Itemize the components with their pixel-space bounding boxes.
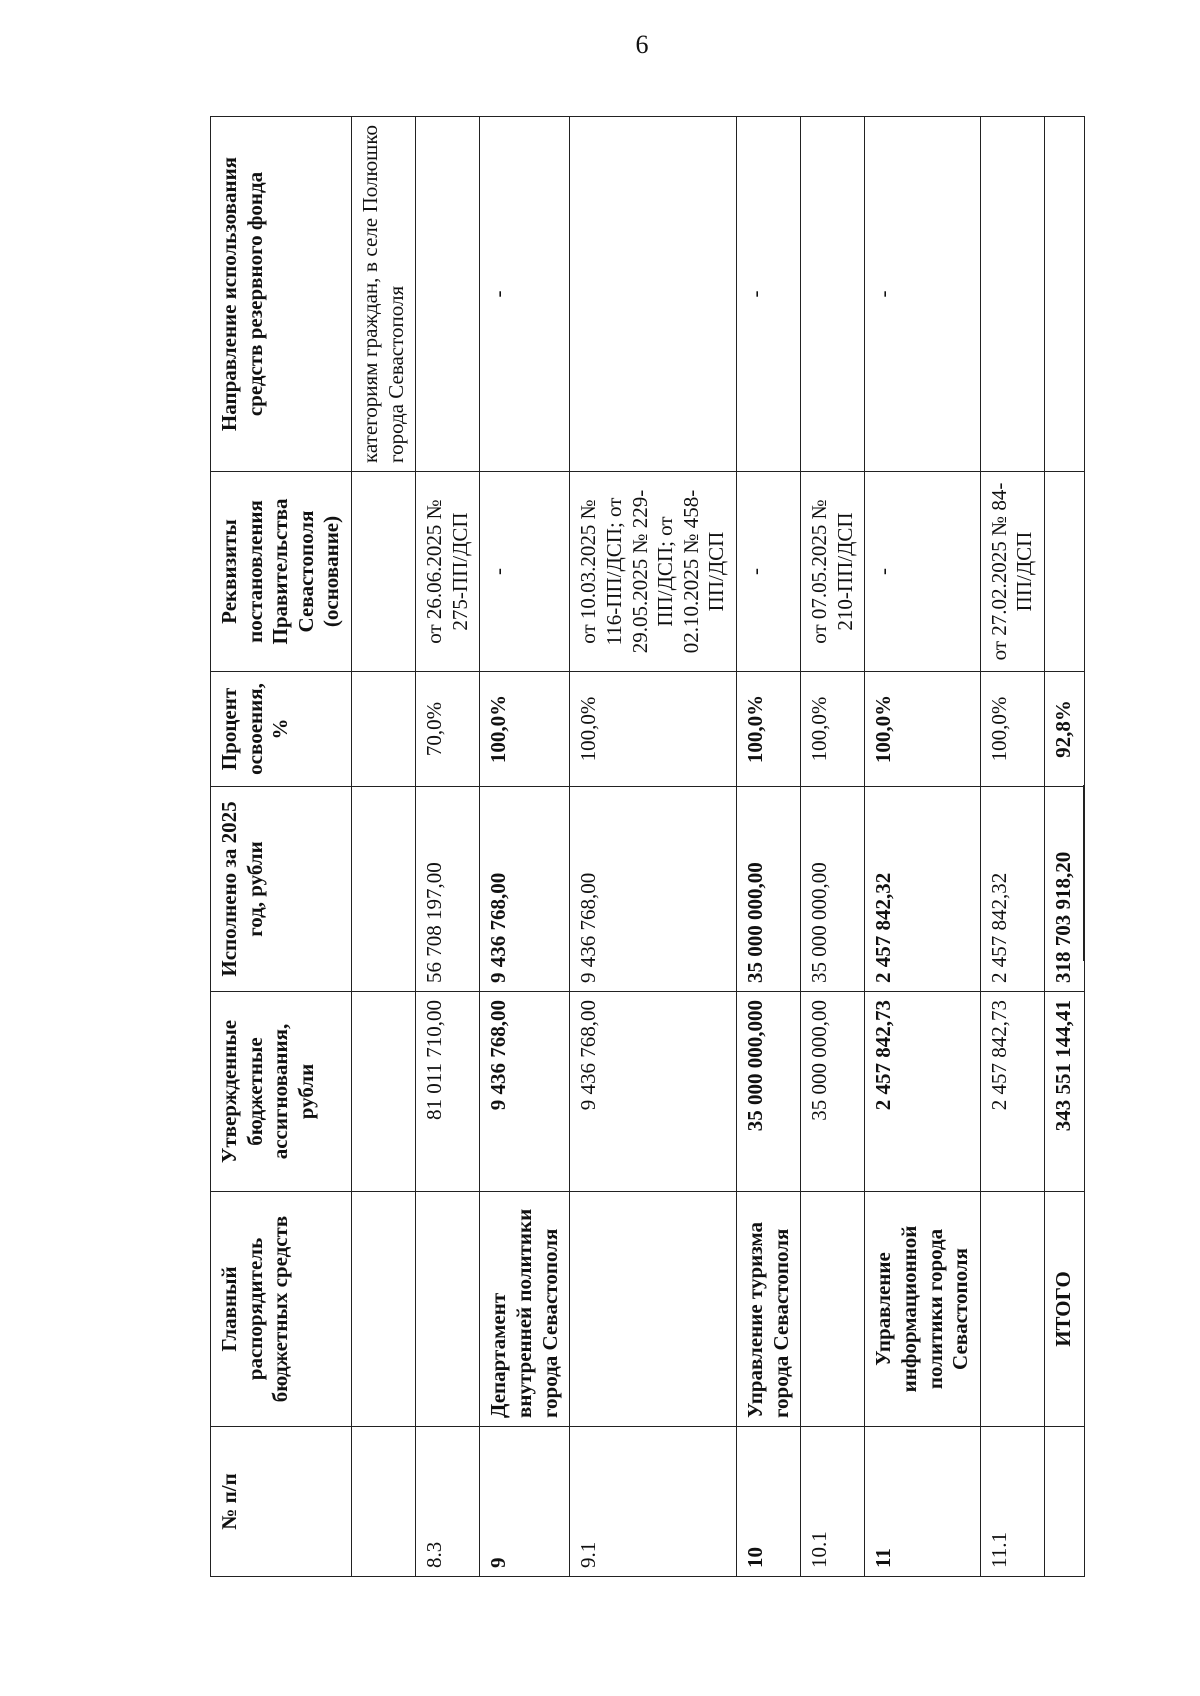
table-row-continuation <box>352 117 416 1577</box>
table-row <box>570 117 737 1577</box>
row-percent: 100,0% <box>865 672 980 787</box>
total-percent: 92,8% <box>1045 672 1085 787</box>
row-direction <box>801 117 865 472</box>
reserve-fund-table <box>210 116 1085 1577</box>
table-row <box>801 117 865 1577</box>
row-percent: 100,0% <box>801 672 865 787</box>
row-num: 10.1 <box>801 1427 865 1577</box>
row-distributor <box>801 1192 865 1427</box>
row-decree: от 26.06.2025 № 275-ПП/ДСП <box>416 472 480 672</box>
row-direction <box>570 117 737 472</box>
continuation-direction: категориям граждан, в селе Полюшко города Севастополя <box>352 117 416 472</box>
row-percent: 70,0% <box>416 672 480 787</box>
table-row <box>416 117 480 1577</box>
row-decree: от 07.05.2025 № 210-ПП/ДСП <box>801 472 865 672</box>
closing-rule <box>1083 785 1085 961</box>
header-direction: Направление использования средств резервного фонда <box>211 117 352 472</box>
row-num: 9 <box>480 1427 570 1577</box>
rotated-table-frame <box>210 117 1076 1577</box>
row-executed: 2 457 842,32 <box>980 787 1044 992</box>
row-approved: 35 000 000,000 <box>736 992 800 1192</box>
row-percent: 100,0% <box>480 672 570 787</box>
row-approved: 81 011 710,00 <box>416 992 480 1192</box>
row-decree: - <box>480 472 570 672</box>
row-percent: 100,0% <box>736 672 800 787</box>
row-approved: 9 436 768,00 <box>480 992 570 1192</box>
header-approved: Утвержденные бюджетные ассигнования, рубли <box>211 992 352 1192</box>
header-decree: Реквизиты постановления Правительства Севастополя (основание) <box>211 472 352 672</box>
row-direction <box>980 117 1044 472</box>
table-row <box>980 117 1044 1577</box>
header-percent: Процент освоения, % <box>211 672 352 787</box>
row-executed: 9 436 768,00 <box>570 787 737 992</box>
header-executed: Исполнено за 2025 год, рубли <box>211 787 352 992</box>
table-header-row <box>211 117 352 1577</box>
row-distributor: Управление туризма города Севастополя <box>736 1192 800 1427</box>
row-direction <box>416 117 480 472</box>
total-executed: 318 703 918,20 <box>1045 787 1085 992</box>
row-num: 10 <box>736 1427 800 1577</box>
row-percent: 100,0% <box>570 672 737 787</box>
row-direction: - <box>865 117 980 472</box>
row-direction: - <box>480 117 570 472</box>
row-distributor <box>570 1192 737 1427</box>
table-row <box>480 117 570 1577</box>
budget-table-container <box>210 117 1076 1577</box>
row-distributor: Управление информационной политики города Севастополя <box>865 1192 980 1427</box>
row-executed: 56 708 197,00 <box>416 787 480 992</box>
row-direction: - <box>736 117 800 472</box>
row-decree: от 27.02.2025 № 84-ПП/ДСП <box>980 472 1044 672</box>
row-executed: 35 000 000,00 <box>736 787 800 992</box>
row-decree: - <box>736 472 800 672</box>
header-num: № п/п <box>211 1427 352 1577</box>
row-num: 8.3 <box>416 1427 480 1577</box>
table-total-row <box>1045 117 1085 1577</box>
row-decree: - <box>865 472 980 672</box>
row-approved: 2 457 842,73 <box>865 992 980 1192</box>
row-num: 11 <box>865 1427 980 1577</box>
row-approved: 2 457 842,73 <box>980 992 1044 1192</box>
total-label: ИТОГО <box>1045 1192 1085 1427</box>
row-distributor <box>416 1192 480 1427</box>
table-row <box>865 117 980 1577</box>
row-percent: 100,0% <box>980 672 1044 787</box>
row-executed: 35 000 000,00 <box>801 787 865 992</box>
table-row <box>736 117 800 1577</box>
row-num: 9.1 <box>570 1427 737 1577</box>
row-approved: 9 436 768,00 <box>570 992 737 1192</box>
total-approved: 343 551 144,41 <box>1045 992 1085 1192</box>
row-distributor: Департамент внутренней политики города Севастополя <box>480 1192 570 1427</box>
row-executed: 9 436 768,00 <box>480 787 570 992</box>
page-number: 6 <box>635 30 649 59</box>
row-decree: от 10.03.2025 № 116-ПП/ДСП; от 29.05.2025 № 229-ПП/ДСП; от 02.10.2025 № 458-ПП/ДСП <box>570 472 737 672</box>
row-approved: 35 000 000,00 <box>801 992 865 1192</box>
header-distributor: Главный распорядитель бюджетных средств <box>211 1192 352 1427</box>
row-distributor <box>980 1192 1044 1427</box>
row-num: 11.1 <box>980 1427 1044 1577</box>
row-executed: 2 457 842,32 <box>865 787 980 992</box>
